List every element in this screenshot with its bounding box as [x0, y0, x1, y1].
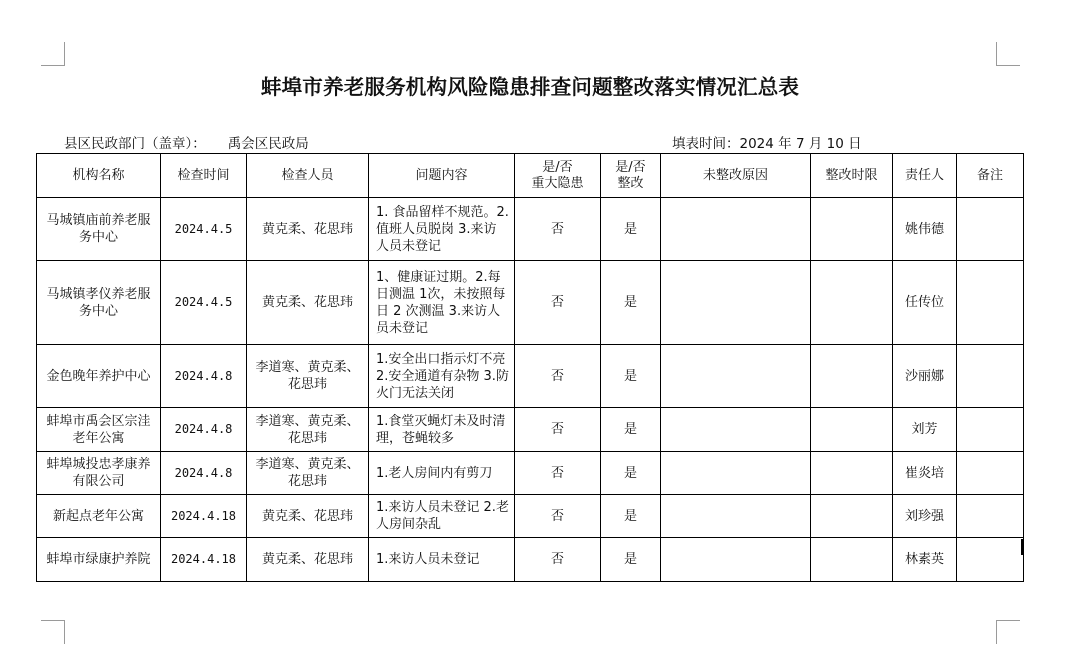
cell-date: 2024.4.18 — [161, 538, 247, 582]
cell-note — [957, 345, 1024, 408]
cell-issue: 1、健康证过期。2.每日测温 1次，未按照每日 2 次测温 3.来访人员未登记 — [369, 261, 515, 345]
header-row — [37, 154, 1024, 198]
cell-deadline — [811, 261, 893, 345]
cell-org: 马城镇庙前养老服务中心 — [37, 198, 161, 261]
cell-note — [957, 452, 1024, 495]
table-row — [37, 345, 1024, 408]
crop-mark-bottom-right — [996, 620, 997, 644]
cell-inspectors: 黄克柔、花思玮 — [247, 198, 369, 261]
cell-org: 蚌埠市绿康护养院 — [37, 538, 161, 582]
cell-issue: 1.老人房间内有剪刀 — [369, 452, 515, 495]
cell-rectified: 是 — [601, 261, 661, 345]
cell-date: 2024.4.8 — [161, 452, 247, 495]
crop-mark-bottom-right — [996, 620, 1020, 621]
cell-issue: 1. 食品留样不规范。2.值班人员脱岗 3.来访人员未登记 — [369, 198, 515, 261]
cell-owner: 崔炎培 — [893, 452, 957, 495]
fill-time: 填表时间：2024 年 7 月 10 日 — [672, 136, 862, 152]
cell-date: 2024.4.8 — [161, 408, 247, 452]
cell-rectified: 是 — [601, 538, 661, 582]
cell-rectified: 是 — [601, 198, 661, 261]
cell-inspectors: 李道寒、黄克柔、花思玮 — [247, 408, 369, 452]
cell-rectified: 是 — [601, 408, 661, 452]
cell-note — [957, 408, 1024, 452]
cell-inspectors: 李道寒、黄克柔、花思玮 — [247, 345, 369, 408]
crop-mark-top-left — [64, 42, 65, 66]
cell-major-hazard: 否 — [515, 261, 601, 345]
cell-note — [957, 198, 1024, 261]
header-issue: 问题内容 — [369, 154, 515, 198]
cell-reason — [661, 261, 811, 345]
cell-inspectors: 黄克柔、花思玮 — [247, 538, 369, 582]
department-value: 禹会区民政局 — [227, 136, 309, 152]
cell-deadline — [811, 345, 893, 408]
cell-deadline — [811, 408, 893, 452]
crop-mark-top-right — [996, 42, 997, 66]
cell-date: 2024.4.5 — [161, 261, 247, 345]
cell-org: 新起点老年公寓 — [37, 495, 161, 538]
cell-deadline — [811, 495, 893, 538]
header-rectified: 是/否 整改 — [601, 154, 661, 198]
cell-note — [957, 495, 1024, 538]
cell-reason — [661, 345, 811, 408]
table-row — [37, 408, 1024, 452]
department-label: 县区民政部门（盖章）： — [64, 136, 206, 152]
table-row — [37, 495, 1024, 538]
header-org: 机构名称 — [37, 154, 161, 198]
cell-deadline — [811, 538, 893, 582]
cell-reason — [661, 452, 811, 495]
cell-org: 金色晚年养护中心 — [37, 345, 161, 408]
cell-inspectors: 李道寒、黄克柔、花思玮 — [247, 452, 369, 495]
header-reason: 未整改原因 — [661, 154, 811, 198]
header-major-hazard: 是/否 重大隐患 — [515, 154, 601, 198]
cell-major-hazard: 否 — [515, 345, 601, 408]
cell-owner: 任传位 — [893, 261, 957, 345]
cell-deadline — [811, 198, 893, 261]
cell-owner: 刘珍强 — [893, 495, 957, 538]
cell-reason — [661, 198, 811, 261]
header-date: 检查时间 — [161, 154, 247, 198]
cell-org: 蚌埠市禹会区宗洼老年公寓 — [37, 408, 161, 452]
department-line — [64, 132, 309, 152]
cell-note — [957, 261, 1024, 345]
cell-inspectors: 黄克柔、花思玮 — [247, 495, 369, 538]
cell-owner: 刘芳 — [893, 408, 957, 452]
cell-major-hazard: 否 — [515, 538, 601, 582]
table-row — [37, 198, 1024, 261]
cell-major-hazard: 否 — [515, 452, 601, 495]
cell-rectified: 是 — [601, 495, 661, 538]
document-title: 蚌埠市养老服务机构风险隐患排查问题整改落实情况汇总表 — [260, 75, 800, 99]
cell-rectified: 是 — [601, 345, 661, 408]
cell-issue: 1.食堂灭蝇灯未及时清理，苍蝇较多 — [369, 408, 515, 452]
cell-reason — [661, 538, 811, 582]
header-note: 备注 — [957, 154, 1024, 198]
header-owner: 责任人 — [893, 154, 957, 198]
table-row — [37, 261, 1024, 345]
cell-major-hazard: 否 — [515, 495, 601, 538]
table-row — [37, 452, 1024, 495]
cell-reason — [661, 495, 811, 538]
cell-note — [957, 538, 1024, 582]
cell-major-hazard: 否 — [515, 198, 601, 261]
cell-owner: 姚伟德 — [893, 198, 957, 261]
cell-deadline — [811, 452, 893, 495]
cell-major-hazard: 否 — [515, 408, 601, 452]
cell-date: 2024.4.18 — [161, 495, 247, 538]
crop-mark-top-left — [41, 65, 65, 66]
cell-date: 2024.4.8 — [161, 345, 247, 408]
cell-owner: 沙丽娜 — [893, 345, 957, 408]
cell-inspectors: 黄克柔、花思玮 — [247, 261, 369, 345]
cell-rectified: 是 — [601, 452, 661, 495]
crop-mark-bottom-left — [64, 620, 65, 644]
cell-org: 马城镇孝仪养老服务中心 — [37, 261, 161, 345]
header-deadline: 整改时限 — [811, 154, 893, 198]
text-cursor-mark — [1021, 539, 1024, 555]
cell-org: 蚌埠城投忠孝康养有限公司 — [37, 452, 161, 495]
cell-reason — [661, 408, 811, 452]
cell-owner: 林素英 — [893, 538, 957, 582]
rectification-table — [36, 153, 1024, 582]
crop-mark-bottom-left — [41, 620, 65, 621]
cell-date: 2024.4.5 — [161, 198, 247, 261]
cell-issue: 1.来访人员未登记 — [369, 538, 515, 582]
header-inspectors: 检查人员 — [247, 154, 369, 198]
table-row — [37, 538, 1024, 582]
cell-issue: 1.来访人员未登记 2.老人房间杂乱 — [369, 495, 515, 538]
crop-mark-top-right — [996, 65, 1020, 66]
cell-issue: 1.安全出口指示灯不亮 2.安全通道有杂物 3.防火门无法关闭 — [369, 345, 515, 408]
